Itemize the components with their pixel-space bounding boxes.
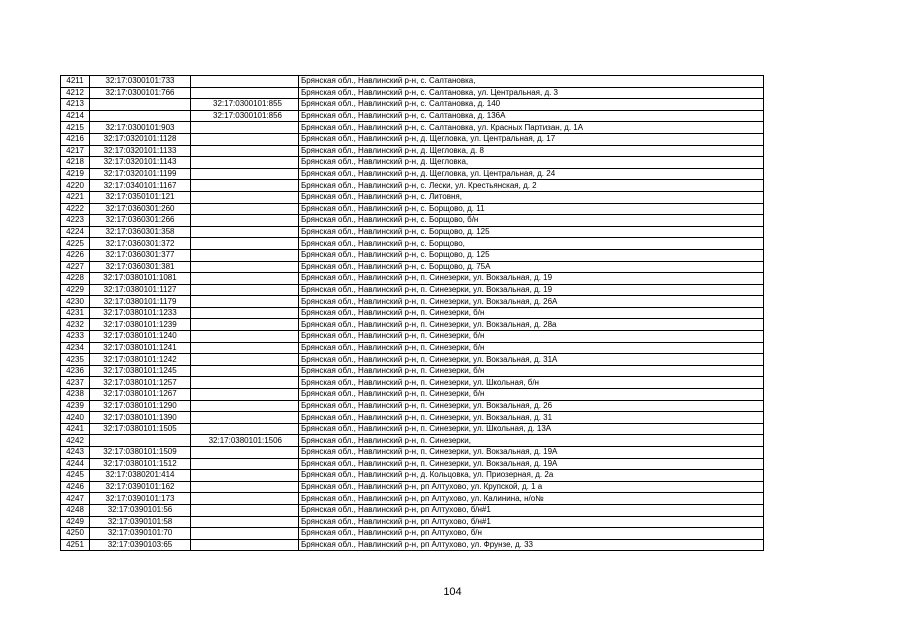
row-number-cell: 4232	[61, 319, 90, 331]
cadastral-number-alt-cell	[191, 296, 299, 308]
address-cell: Брянская обл., Навлинский р-н, с. Борщово, д. 125	[299, 249, 764, 261]
cadastral-number-alt-cell	[191, 145, 299, 157]
row-number-cell: 4251	[61, 539, 90, 551]
row-number-cell: 4249	[61, 516, 90, 528]
row-number-cell: 4235	[61, 354, 90, 366]
table-row	[61, 168, 764, 180]
row-number-cell: 4222	[61, 203, 90, 215]
cadastral-number-alt-cell	[191, 168, 299, 180]
address-cell: Брянская обл., Навлинский р-н, с. Борщово, д. 125	[299, 226, 764, 238]
cadastral-number-alt-cell	[191, 516, 299, 528]
row-number-cell: 4215	[61, 122, 90, 134]
table-row	[61, 145, 764, 157]
cadastral-number-alt-cell	[191, 249, 299, 261]
row-number-cell: 4218	[61, 157, 90, 169]
row-number-cell: 4227	[61, 261, 90, 273]
cadastral-number-alt-cell	[191, 133, 299, 145]
row-number-cell: 4238	[61, 389, 90, 401]
cadastral-number-alt-cell	[191, 354, 299, 366]
row-number-cell: 4225	[61, 238, 90, 250]
cadastral-number-alt-cell	[191, 423, 299, 435]
address-cell: Брянская обл., Навлинский р-н, рп Алтухово, б/н#1	[299, 516, 764, 528]
registry-table-body	[61, 76, 764, 551]
cadastral-number-alt-cell: 32:17:0300101:855	[191, 99, 299, 111]
cadastral-number-cell: 32:17:0380101:1505	[90, 423, 191, 435]
address-cell: Брянская обл., Навлинский р-н, с. Борщово, д. 11	[299, 203, 764, 215]
cadastral-number-cell	[90, 99, 191, 111]
cadastral-number-cell: 32:17:0360301:266	[90, 215, 191, 227]
table-row	[61, 307, 764, 319]
table-row	[61, 458, 764, 470]
table-row	[61, 493, 764, 505]
cadastral-number-cell: 32:17:0380101:1240	[90, 331, 191, 343]
table-row	[61, 226, 764, 238]
address-cell: Брянская обл., Навлинский р-н, п. Синезерки, ул. Вокзальная, д. 28а	[299, 319, 764, 331]
table-row	[61, 249, 764, 261]
address-cell: Брянская обл., Навлинский р-н, п. Синезерки, ул. Школьная, д. 13А	[299, 423, 764, 435]
cadastral-number-cell: 32:17:0340101:1167	[90, 180, 191, 192]
cadastral-number-alt-cell	[191, 238, 299, 250]
table-row	[61, 539, 764, 551]
row-number-cell: 4248	[61, 504, 90, 516]
address-cell: Брянская обл., Навлинский р-н, п. Синезерки,	[299, 435, 764, 447]
table-row	[61, 319, 764, 331]
table-row	[61, 273, 764, 285]
table-row	[61, 354, 764, 366]
address-cell: Брянская обл., Навлинский р-н, рп Алтухово, ул. Калинина, н/о№	[299, 493, 764, 505]
address-cell: Брянская обл., Навлинский р-н, п. Синезерки, б/н	[299, 342, 764, 354]
cadastral-number-cell: 32:17:0380101:1081	[90, 273, 191, 285]
address-cell: Брянская обл., Навлинский р-н, п. Синезерки, б/н	[299, 365, 764, 377]
row-number-cell: 4211	[61, 76, 90, 88]
table-row	[61, 133, 764, 145]
page-number: 104	[443, 586, 462, 598]
table-row	[61, 76, 764, 88]
address-cell: Брянская обл., Навлинский р-н, рп Алтухово, ул. Крупской, д. 1 а	[299, 481, 764, 493]
table-row	[61, 516, 764, 528]
cadastral-number-alt-cell	[191, 284, 299, 296]
cadastral-number-alt-cell	[191, 412, 299, 424]
row-number-cell: 4233	[61, 331, 90, 343]
cadastral-number-alt-cell: 32:17:0380101:1506	[191, 435, 299, 447]
address-cell: Брянская обл., Навлинский р-н, с. Литовня,	[299, 191, 764, 203]
cadastral-number-alt-cell	[191, 76, 299, 88]
table-row	[61, 110, 764, 122]
cadastral-number-cell: 32:17:0360301:381	[90, 261, 191, 273]
table-row	[61, 180, 764, 192]
cadastral-number-alt-cell	[191, 191, 299, 203]
cadastral-number-alt-cell	[191, 458, 299, 470]
cadastral-number-cell: 32:17:0360301:358	[90, 226, 191, 238]
table-row	[61, 365, 764, 377]
table-row	[61, 504, 764, 516]
table-row	[61, 470, 764, 482]
cadastral-number-cell: 32:17:0380101:1242	[90, 354, 191, 366]
row-number-cell: 4223	[61, 215, 90, 227]
table-row	[61, 377, 764, 389]
row-number-cell: 4213	[61, 99, 90, 111]
cadastral-number-alt-cell	[191, 504, 299, 516]
row-number-cell: 4229	[61, 284, 90, 296]
row-number-cell: 4240	[61, 412, 90, 424]
cadastral-number-cell: 32:17:0390101:58	[90, 516, 191, 528]
row-number-cell: 4217	[61, 145, 90, 157]
address-cell: Брянская обл., Навлинский р-н, д. Щегловка, ул. Центральная, д. 24	[299, 168, 764, 180]
cadastral-number-alt-cell	[191, 226, 299, 238]
cadastral-number-cell: 32:17:0380101:1267	[90, 389, 191, 401]
cadastral-number-alt-cell	[191, 365, 299, 377]
row-number-cell: 4236	[61, 365, 90, 377]
table-row	[61, 99, 764, 111]
table-row	[61, 87, 764, 99]
address-cell: Брянская обл., Навлинский р-н, п. Синезерки, б/н	[299, 389, 764, 401]
address-cell: Брянская обл., Навлинский р-н, д. Кольцовка, ул. Приозерная, д. 2а	[299, 470, 764, 482]
address-cell: Брянская обл., Навлинский р-н, п. Синезерки, б/н	[299, 331, 764, 343]
cadastral-number-cell: 32:17:0380101:1241	[90, 342, 191, 354]
row-number-cell: 4230	[61, 296, 90, 308]
cadastral-number-alt-cell: 32:17:0300101:856	[191, 110, 299, 122]
cadastral-number-cell: 32:17:0300101:733	[90, 76, 191, 88]
table-row	[61, 412, 764, 424]
table-row	[61, 528, 764, 540]
address-cell: Брянская обл., Навлинский р-н, рп Алтухово, б/н	[299, 528, 764, 540]
cadastral-number-cell: 32:17:0380101:1127	[90, 284, 191, 296]
cadastral-number-cell: 32:17:0300101:766	[90, 87, 191, 99]
row-number-cell: 4250	[61, 528, 90, 540]
address-cell: Брянская обл., Навлинский р-н, п. Синезерки, б/н	[299, 307, 764, 319]
cadastral-number-cell: 32:17:0360301:260	[90, 203, 191, 215]
row-number-cell: 4219	[61, 168, 90, 180]
address-cell: Брянская обл., Навлинский р-н, п. Синезерки, ул. Вокзальная, д. 19А	[299, 458, 764, 470]
table-row	[61, 203, 764, 215]
row-number-cell: 4241	[61, 423, 90, 435]
registry-table	[60, 75, 764, 551]
cadastral-number-cell: 32:17:0320101:1143	[90, 157, 191, 169]
address-cell: Брянская обл., Навлинский р-н, с. Борщово,	[299, 238, 764, 250]
table-row	[61, 435, 764, 447]
cadastral-number-cell: 32:17:0390101:70	[90, 528, 191, 540]
table-row	[61, 481, 764, 493]
address-cell: Брянская обл., Навлинский р-н, рп Алтухово, ул. Фрунзе, д. 33	[299, 539, 764, 551]
address-cell: Брянская обл., Навлинский р-н, д. Щегловка, ул. Центральная, д. 17	[299, 133, 764, 145]
row-number-cell: 4239	[61, 400, 90, 412]
cadastral-number-alt-cell	[191, 203, 299, 215]
address-cell: Брянская обл., Навлинский р-н, п. Синезерки, ул. Вокзальная, д. 31	[299, 412, 764, 424]
address-cell: Брянская обл., Навлинский р-н, с. Салтановка,	[299, 76, 764, 88]
address-cell: Брянская обл., Навлинский р-н, с. Борщово, б/н	[299, 215, 764, 227]
table-row	[61, 447, 764, 459]
cadastral-number-cell: 32:17:0380101:1512	[90, 458, 191, 470]
cadastral-number-cell	[90, 435, 191, 447]
address-cell: Брянская обл., Навлинский р-н, с. Салтановка, д. 136А	[299, 110, 764, 122]
address-cell: Брянская обл., Навлинский р-н, рп Алтухово, б/н#1	[299, 504, 764, 516]
row-number-cell: 4231	[61, 307, 90, 319]
cadastral-number-alt-cell	[191, 539, 299, 551]
row-number-cell: 4224	[61, 226, 90, 238]
cadastral-number-alt-cell	[191, 377, 299, 389]
cadastral-number-cell: 32:17:0390103:65	[90, 539, 191, 551]
address-cell: Брянская обл., Навлинский р-н, д. Щегловка,	[299, 157, 764, 169]
table-row	[61, 342, 764, 354]
row-number-cell: 4220	[61, 180, 90, 192]
address-cell: Брянская обл., Навлинский р-н, с. Салтановка, ул. Красных Партизан, д. 1А	[299, 122, 764, 134]
cadastral-number-alt-cell	[191, 157, 299, 169]
table-row	[61, 331, 764, 343]
cadastral-number-cell: 32:17:0380201:414	[90, 470, 191, 482]
cadastral-number-cell: 32:17:0390101:173	[90, 493, 191, 505]
table-row	[61, 296, 764, 308]
row-number-cell: 4226	[61, 249, 90, 261]
cadastral-number-alt-cell	[191, 307, 299, 319]
table-row	[61, 215, 764, 227]
table-row	[61, 261, 764, 273]
cadastral-number-cell: 32:17:0320101:1128	[90, 133, 191, 145]
address-cell: Брянская обл., Навлинский р-н, п. Синезерки, ул. Вокзальная, д. 19А	[299, 447, 764, 459]
cadastral-number-cell: 32:17:0390101:56	[90, 504, 191, 516]
row-number-cell: 4214	[61, 110, 90, 122]
row-number-cell: 4245	[61, 470, 90, 482]
cadastral-number-cell: 32:17:0380101:1233	[90, 307, 191, 319]
cadastral-number-cell: 32:17:0360301:372	[90, 238, 191, 250]
row-number-cell: 4242	[61, 435, 90, 447]
row-number-cell: 4237	[61, 377, 90, 389]
cadastral-number-cell	[90, 110, 191, 122]
address-cell: Брянская обл., Навлинский р-н, п. Синезерки, ул. Вокзальная, д. 31А	[299, 354, 764, 366]
row-number-cell: 4221	[61, 191, 90, 203]
address-cell: Брянская обл., Навлинский р-н, д. Щегловка, д. 8	[299, 145, 764, 157]
cadastral-number-cell: 32:17:0360301:377	[90, 249, 191, 261]
cadastral-number-alt-cell	[191, 87, 299, 99]
cadastral-number-alt-cell	[191, 180, 299, 192]
table-row	[61, 284, 764, 296]
cadastral-number-alt-cell	[191, 122, 299, 134]
row-number-cell: 4244	[61, 458, 90, 470]
cadastral-number-cell: 32:17:0320101:1133	[90, 145, 191, 157]
table-row	[61, 122, 764, 134]
address-cell: Брянская обл., Навлинский р-н, с. Салтановка, д. 140	[299, 99, 764, 111]
cadastral-number-alt-cell	[191, 342, 299, 354]
table-row	[61, 191, 764, 203]
cadastral-number-cell: 32:17:0380101:1390	[90, 412, 191, 424]
cadastral-number-alt-cell	[191, 470, 299, 482]
cadastral-number-cell: 32:17:0380101:1179	[90, 296, 191, 308]
cadastral-number-alt-cell	[191, 261, 299, 273]
table-row	[61, 400, 764, 412]
cadastral-number-cell: 32:17:0300101:903	[90, 122, 191, 134]
row-number-cell: 4234	[61, 342, 90, 354]
row-number-cell: 4228	[61, 273, 90, 285]
cadastral-number-cell: 32:17:0380101:1245	[90, 365, 191, 377]
cadastral-number-cell: 32:17:0380101:1257	[90, 377, 191, 389]
cadastral-number-alt-cell	[191, 319, 299, 331]
row-number-cell: 4247	[61, 493, 90, 505]
cadastral-number-cell: 32:17:0380101:1239	[90, 319, 191, 331]
address-cell: Брянская обл., Навлинский р-н, с. Лески, ул. Крестьянская, д. 2	[299, 180, 764, 192]
address-cell: Брянская обл., Навлинский р-н, п. Синезерки, ул. Вокзальная, д. 26	[299, 400, 764, 412]
cadastral-number-alt-cell	[191, 273, 299, 285]
cadastral-number-cell: 32:17:0380101:1290	[90, 400, 191, 412]
table-row	[61, 423, 764, 435]
cadastral-number-alt-cell	[191, 447, 299, 459]
address-cell: Брянская обл., Навлинский р-н, с. Салтановка, ул. Центральная, д. 3	[299, 87, 764, 99]
cadastral-number-alt-cell	[191, 215, 299, 227]
cadastral-number-alt-cell	[191, 389, 299, 401]
address-cell: Брянская обл., Навлинский р-н, п. Синезерки, ул. Вокзальная, д. 19	[299, 284, 764, 296]
row-number-cell: 4212	[61, 87, 90, 99]
row-number-cell: 4216	[61, 133, 90, 145]
cadastral-number-cell: 32:17:0380101:1509	[90, 447, 191, 459]
cadastral-number-cell: 32:17:0350101:121	[90, 191, 191, 203]
address-cell: Брянская обл., Навлинский р-н, п. Синезерки, ул. Вокзальная, д. 26А	[299, 296, 764, 308]
cadastral-number-alt-cell	[191, 331, 299, 343]
cadastral-number-alt-cell	[191, 528, 299, 540]
cadastral-number-alt-cell	[191, 400, 299, 412]
address-cell: Брянская обл., Навлинский р-н, п. Синезерки, ул. Школьная, б/н	[299, 377, 764, 389]
address-cell: Брянская обл., Навлинский р-н, с. Борщово, д. 75А	[299, 261, 764, 273]
address-cell: Брянская обл., Навлинский р-н, п. Синезерки, ул. Вокзальная, д. 19	[299, 273, 764, 285]
table-row	[61, 157, 764, 169]
cadastral-number-alt-cell	[191, 481, 299, 493]
row-number-cell: 4243	[61, 447, 90, 459]
table-row	[61, 389, 764, 401]
cadastral-number-cell: 32:17:0320101:1199	[90, 168, 191, 180]
row-number-cell: 4246	[61, 481, 90, 493]
cadastral-number-alt-cell	[191, 493, 299, 505]
table-row	[61, 238, 764, 250]
cadastral-number-cell: 32:17:0390101:162	[90, 481, 191, 493]
